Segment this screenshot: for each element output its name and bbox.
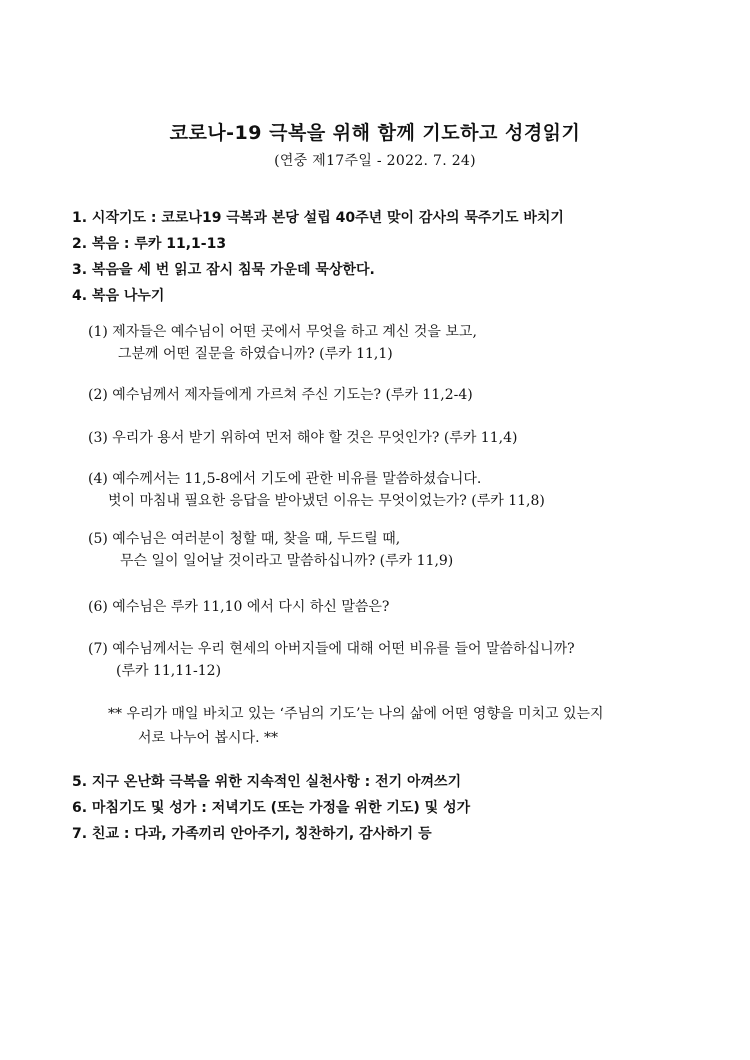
list-item-climate-action: 5. 지구 온난화 극복을 위한 지속적인 실천사항 : 전기 아껴쓰기 — [72, 774, 462, 790]
document-title: 코로나-19 극복을 위해 함께 기도하고 성경읽기 — [169, 122, 581, 144]
question-1-line1: (1) 제자들은 예수님이 어떤 곳에서 무엇을 하고 계신 것을 보고, — [88, 324, 477, 340]
question-1 — [88, 321, 477, 365]
list-item-sharing: 4. 복음 나누기 — [72, 288, 165, 304]
reflection-note — [108, 702, 604, 750]
question-7 — [88, 638, 575, 682]
question-4-line1: (4) 예수께서는 11,5-8에서 기도에 관한 비유를 말씀하셨습니다. — [88, 471, 482, 487]
question-6 — [88, 596, 389, 618]
list-item-opening-prayer: 1. 시작기도 : 코로나19 극복과 본당 설립 40주년 맞이 감사의 묵주기도 바치기 — [72, 210, 564, 226]
list-item-gospel: 2. 복음 : 루카 11,1-13 — [72, 236, 227, 252]
list-item-fellowship: 7. 친교 : 다과, 가족끼리 안아주기, 칭찬하기, 감사하기 등 — [72, 826, 432, 842]
list-item-closing-prayer: 6. 마침기도 및 성가 : 저녁기도 (또는 가정을 위한 기도) 및 성가 — [72, 800, 471, 816]
question-1-line2: 그분께 어떤 질문을 하였습니까? (루카 11,1) — [118, 346, 393, 362]
question-3 — [88, 427, 517, 449]
question-3-line1: (3) 우리가 용서 받기 위하여 먼저 해야 할 것은 무엇인가? (루카 11,4) — [88, 430, 518, 446]
document-subtitle: (연중 제17주일 - 2022. 7. 24) — [274, 153, 476, 169]
question-4 — [88, 468, 545, 512]
question-6-line1: (6) 예수님은 루카 11,10 에서 다시 하신 말씀은? — [88, 599, 390, 615]
reflection-note-line2: 서로 나누어 봅시다. ** — [138, 730, 278, 746]
question-5-line1: (5) 예수님은 여러분이 청할 때, 찾을 때, 두드릴 때, — [88, 531, 401, 547]
question-7-line1: (7) 예수님께서는 우리 현세의 아버지들에 대해 어떤 비유를 들어 말씀하십니까? — [88, 641, 575, 657]
question-2 — [88, 384, 473, 406]
question-5-line2: 무슨 일이 일어날 것이라고 말씀하십니까? (루카 11,9) — [120, 553, 454, 569]
reflection-note-line1: ** 우리가 매일 바치고 있는 ‘주님의 기도’는 나의 삶에 어떤 영향을 미치고 있는지 — [108, 706, 604, 722]
list-item-meditation: 3. 복음을 세 번 읽고 잠시 침묵 가운데 묵상한다. — [72, 262, 375, 278]
question-2-line1: (2) 예수님께서 제자들에게 가르쳐 주신 기도는? (루카 11,2-4) — [88, 387, 473, 403]
question-4-line2: 벗이 마침내 필요한 응답을 받아냈던 이유는 무엇이었는가? (루카 11,8) — [108, 493, 545, 509]
question-7-line2: (루카 11,11-12) — [116, 663, 222, 679]
question-5 — [88, 528, 453, 572]
